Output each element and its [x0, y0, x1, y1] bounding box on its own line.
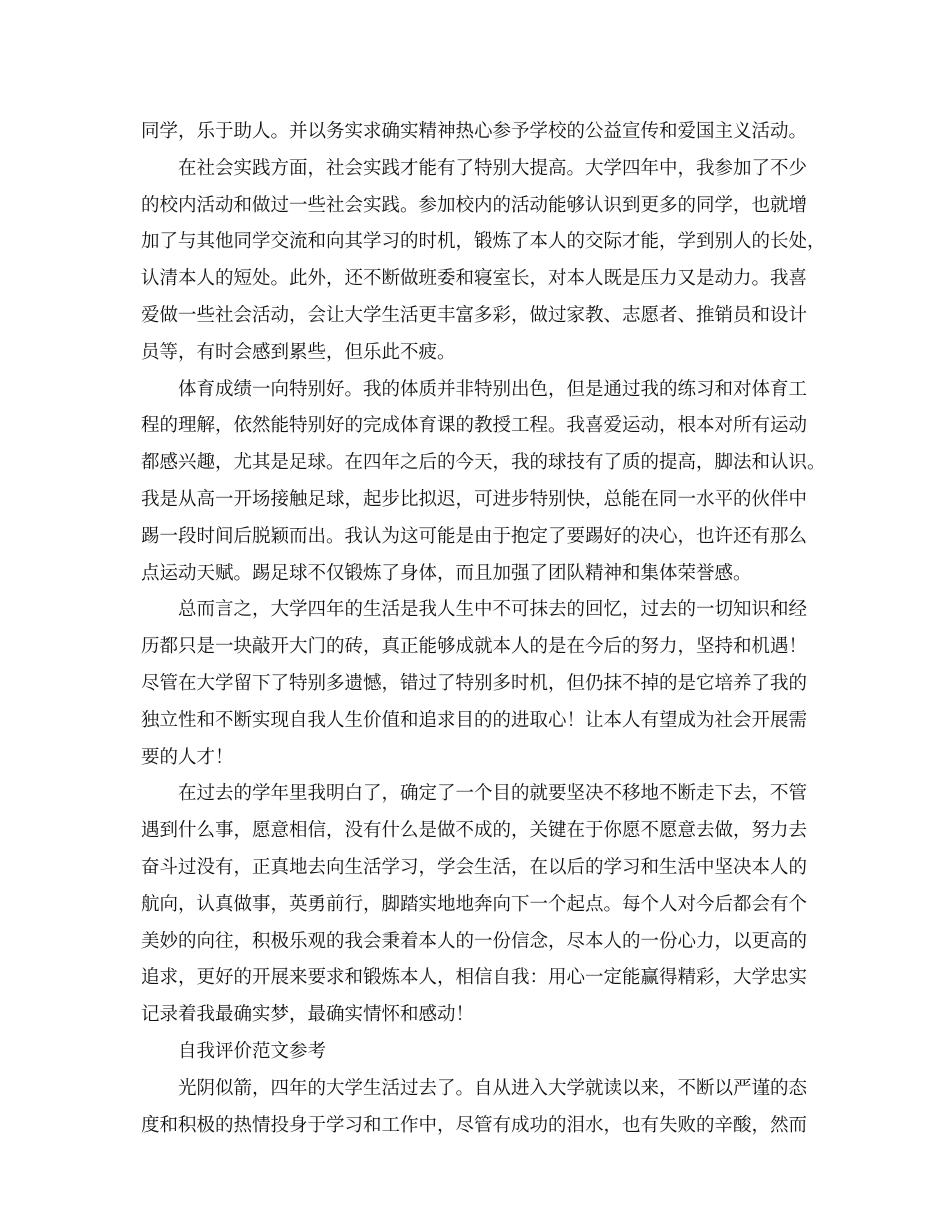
text-line: 踢一段时间后脱颖而出。我认为这可能是由于抱定了要踢好的决心，也许还有那么: [141, 525, 808, 547]
text-line: 的校内活动和做过一些社会实践。参加校内的活动能够认识到更多的同学，也就增: [141, 194, 808, 216]
text-line: 员等，有时会感到累些，但乐此不疲。: [141, 341, 456, 363]
text-line: 要的人才！: [141, 746, 234, 768]
text-line: 认清本人的短处。此外，还不断做班委和寝室长，对本人既是压力又是动力。我喜: [141, 268, 808, 290]
text-line: 美妙的向往，积极乐观的我会秉着本人的一份信念，尽本人的一份心力，以更高的: [141, 930, 808, 952]
text-line: 尽管在大学留下了特别多遗憾，错过了特别多时机，但仍抹不掉的是它培养了我的: [141, 672, 808, 694]
section-heading: 自我评价范文参考: [178, 1040, 327, 1062]
text-line: 都感兴趣，尤其是足球。在四年之后的今天，我的球技有了质的提高，脚法和认识。: [141, 452, 826, 474]
paragraph-start-line: 光阴似箭，四年的大学生活过去了。自从进入大学就读以来，不断以严谨的态: [178, 1077, 808, 1099]
text-line: 奋斗过没有，正真地去向生活学习，学会生活，在以后的学习和生活中坚决本人的: [141, 856, 808, 878]
paragraph-start-line: 在过去的学年里我明白了，确定了一个目的就要坚决不移地不断走下去，不管: [178, 783, 808, 805]
text-line: 航向，认真做事，英勇前行，脚踏实地地奔向下一个起点。每个人对今后都会有个: [141, 893, 808, 915]
document-body: [141, 114, 826, 1144]
text-line: 同学，乐于助人。并以务实求确实精神热心参予学校的公益宣传和爱国主义活动。: [141, 121, 808, 142]
text-line: 我是从高一开场接触足球，起步比拟迟，可进步特别快，总能在同一水平的伙伴中: [141, 488, 808, 510]
text-line: 记录着我最确实梦，最确实情怀和感动！: [141, 1004, 475, 1026]
text-line: 历都只是一块敲开大门的砖，真正能够成就本人的是在今后的努力，坚持和机遇！: [141, 636, 808, 658]
text-line: 加了与其他同学交流和向其学习的时机，锻炼了本人的交际才能，学到别人的长处，: [141, 231, 826, 253]
paragraph-start-line: 体育成绩一向特别好。我的体质并非特别出色，但是通过我的练习和对体育工: [178, 378, 808, 400]
text-line: 程的理解，依然能特别好的完成体育课的教授工程。我喜爱运动，根本对所有运动: [141, 415, 808, 437]
text-line: 点运动天赋。踢足球不仅锻炼了身体，而且加强了团队精神和集体荣誉感。: [141, 562, 752, 584]
paragraph-start-line: 在社会实践方面，社会实践才能有了特别大提高。大学四年中，我参加了不少: [178, 157, 808, 179]
text-line: 遇到什么事，愿意相信，没有什么是做不成的，关键在于你愿不愿意去做，努力去: [141, 820, 808, 842]
text-line: 度和积极的热情投身于学习和工作中，尽管有成功的泪水，也有失败的辛酸，然而: [141, 1114, 808, 1136]
paragraph-start-line: 总而言之，大学四年的生活是我人生中不可抹去的回忆，过去的一切知识和经: [178, 599, 808, 621]
text-line: 独立性和不断实现自我人生价值和追求目的的进取心！让本人有望成为社会开展需: [141, 709, 808, 731]
text-line: 追求，更好的开展来要求和锻炼本人，相信自我：用心一定能赢得精彩，大学忠实: [141, 967, 808, 989]
text-line: 爱做一些社会活动，会让大学生活更丰富多彩，做过家教、志愿者、推销员和设计: [141, 304, 808, 326]
